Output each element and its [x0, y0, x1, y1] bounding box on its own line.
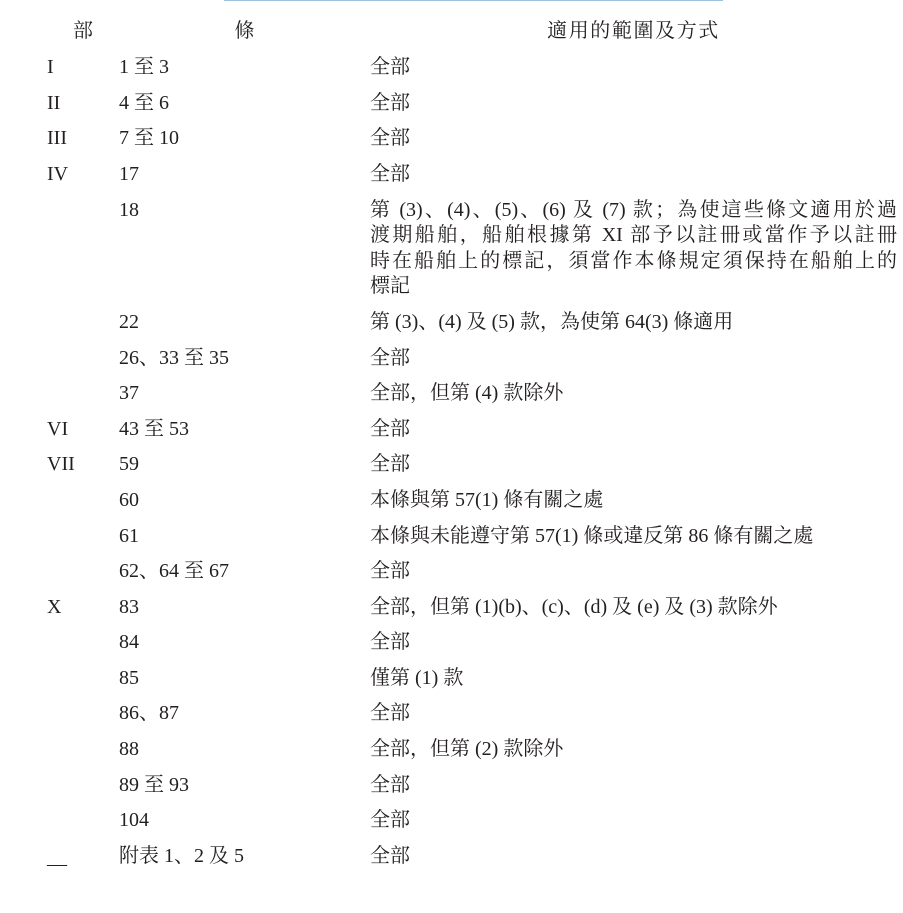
table-row: [47, 86, 897, 122]
part-cell: VII: [47, 453, 75, 476]
table-row: [47, 768, 897, 804]
section-cell: 84: [119, 631, 139, 654]
scope-cell: 全部，但第 (2) 款除外: [370, 738, 564, 761]
scope-cell: [370, 198, 897, 300]
table-row: [47, 305, 897, 341]
table-row: [47, 412, 897, 448]
dash-mark: —: [47, 852, 67, 875]
table-row: [47, 483, 897, 519]
section-cell: 61: [119, 524, 139, 547]
section-cell: 18: [119, 198, 139, 221]
scope-cell: 全部: [370, 417, 410, 440]
part-cell: III: [47, 127, 67, 150]
table-row: [47, 803, 897, 839]
table-row: [47, 590, 897, 626]
section-cell: 26、33 至 35: [119, 346, 229, 369]
table-row: [47, 839, 897, 875]
section-cell: 104: [119, 809, 149, 832]
header-section: 條: [234, 20, 255, 43]
part-cell: [47, 844, 119, 875]
part-cell: [47, 630, 119, 656]
table-row: [47, 341, 897, 377]
scope-cell: 本條與第 57(1) 條有關之處: [370, 488, 604, 511]
section-cell: 86、87: [119, 702, 179, 725]
part-cell: [47, 773, 119, 799]
scope-cell: 全部，但第 (4) 款除外: [370, 382, 564, 405]
section-cell: 43 至 53: [119, 417, 189, 440]
part-cell: [47, 524, 119, 550]
scope-cell: 全部: [370, 809, 410, 832]
table-row: [47, 193, 897, 305]
table-row: [47, 661, 897, 697]
part-cell: II: [47, 91, 61, 114]
scope-cell: 全部: [370, 453, 410, 476]
scope-line: 標記: [370, 275, 410, 298]
section-cell: 83: [119, 595, 139, 618]
section-cell: 88: [119, 738, 139, 761]
scope-cell: 全部: [370, 346, 410, 369]
table-row: [47, 696, 897, 732]
scope-cell: 全部: [370, 773, 410, 796]
scope-cell: 全部: [370, 631, 410, 654]
scope-cell: 本條與未能遵守第 57(1) 條或違反第 86 條有關之處: [370, 524, 814, 547]
scope-cell: 全部: [370, 702, 410, 725]
section-cell: 89 至 93: [119, 773, 189, 796]
table-row: [47, 447, 897, 483]
section-cell: 59: [119, 453, 139, 476]
part-cell: [47, 310, 119, 336]
part-cell: I: [47, 56, 54, 79]
scope-cell: 全部: [370, 127, 410, 150]
table-header-row: [47, 14, 897, 50]
part-cell: VI: [47, 417, 69, 440]
scope-cell: 全部: [370, 560, 410, 583]
table-row: [47, 157, 897, 193]
scope-cell: 全部: [370, 844, 410, 867]
top-rule: [224, 0, 723, 1]
scope-cell: 全部: [370, 91, 410, 114]
section-cell: 62、64 至 67: [119, 560, 229, 583]
section-cell: 22: [119, 310, 139, 333]
header-scope: 適用的範圍及方式: [547, 20, 720, 43]
section-cell: 4 至 6: [119, 91, 169, 114]
section-cell: 7 至 10: [119, 127, 179, 150]
table-row: [47, 732, 897, 768]
scope-line: 第 (3)、(4)、(5)、(6) 及 (7) 款；為使這些條文適用於過: [370, 198, 897, 221]
section-cell: 附表 1、2 及 5: [119, 844, 244, 867]
section-cell: 37: [119, 382, 139, 405]
part-cell: [47, 666, 119, 692]
part-cell: [47, 701, 119, 727]
table-row: [47, 554, 897, 590]
scope-cell: 第 (3)、(4) 及 (5) 款，為使第 64(3) 條適用: [370, 310, 734, 333]
header-part: 部: [73, 20, 93, 43]
section-cell: 85: [119, 666, 139, 689]
part-cell: [47, 808, 119, 834]
scope-line: 渡期船舶，船舶根據第 XI 部予以註冊或當作予以註冊: [370, 224, 897, 247]
part-cell: [47, 488, 119, 514]
part-cell: [47, 198, 119, 300]
part-cell: X: [47, 595, 62, 618]
section-cell: 17: [119, 162, 139, 185]
part-cell: [47, 737, 119, 763]
part-cell: [47, 381, 119, 407]
table-row: [47, 121, 897, 157]
section-cell: 60: [119, 488, 139, 511]
table-row: [47, 376, 897, 412]
scope-cell: 全部，但第 (1)(b)、(c)、(d) 及 (e) 及 (3) 款除外: [370, 595, 778, 618]
table-row: [47, 625, 897, 661]
section-cell: 1 至 3: [119, 56, 169, 79]
table-row: [47, 519, 897, 555]
part-cell: [47, 346, 119, 372]
part-cell: IV: [47, 162, 69, 185]
scope-cell: 僅第 (1) 款: [370, 666, 464, 689]
part-cell: [47, 559, 119, 585]
scope-cell: 全部: [370, 162, 410, 185]
scope-table: [47, 14, 897, 874]
scope-line: 時在船舶上的標記，須當作本條規定須保持在船舶上的: [370, 249, 897, 272]
scope-cell: 全部: [370, 56, 410, 79]
table-row: [47, 50, 897, 86]
